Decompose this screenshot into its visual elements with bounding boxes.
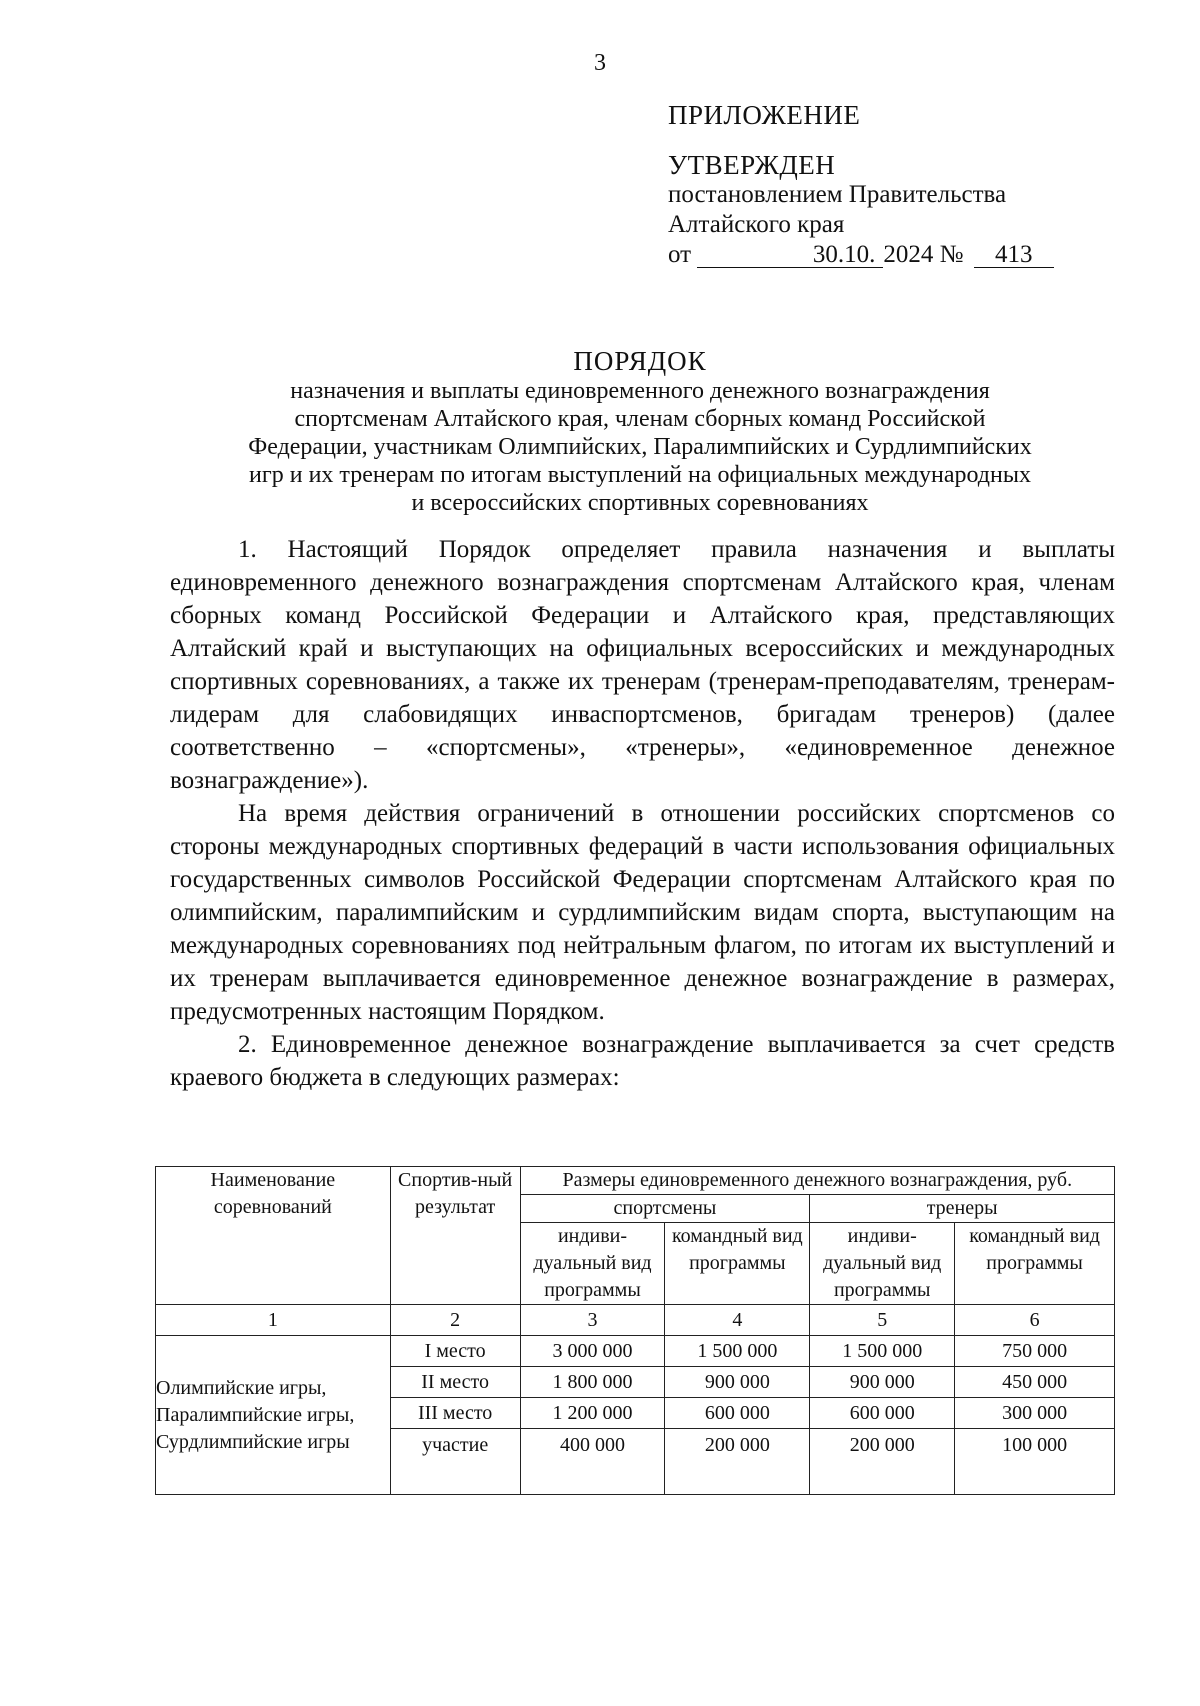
subtitle-line: Федерации, участникам Олимпийских, Паралимпийских и Сурдлимпийских [248, 434, 1032, 460]
coach-individual-amount: 900 000 [810, 1367, 955, 1398]
number-label: № [939, 241, 964, 268]
from-label: от [668, 241, 692, 268]
appendix-label: ПРИЛОЖЕНИЕ [668, 100, 861, 130]
coach-individual-amount: 600 000 [810, 1398, 955, 1429]
column-number: 2 [390, 1305, 520, 1336]
header-coaches: тренеры [810, 1195, 1115, 1223]
rewards-table [155, 1166, 1115, 1495]
athlete-team-amount: 1 500 000 [665, 1336, 810, 1367]
coach-team-amount: 450 000 [955, 1367, 1115, 1398]
place-cell: II место [390, 1367, 520, 1398]
column-number: 1 [156, 1305, 391, 1336]
page-number: 3 [594, 50, 606, 76]
athlete-individual-amount: 3 000 000 [520, 1336, 665, 1367]
header-coaches-team: командный вид программы [955, 1223, 1115, 1305]
header-competition: Наименование соревнований [156, 1167, 391, 1305]
header-athletes-team: командный вид программы [665, 1223, 810, 1305]
header-athletes-individual: индиви-дуальный вид программы [520, 1223, 665, 1305]
competition-name: Олимпийские игры, Паралимпийские игры, Сурдлимпийские игры [156, 1336, 391, 1495]
paragraph-3: 2. Единовременное денежное вознаграждение выплачивается за счет средств краевого бюджета в следующих размерах: [170, 1031, 1115, 1091]
body-text [170, 533, 1115, 1094]
column-number: 3 [520, 1305, 665, 1336]
approval-number: 413 [994, 241, 1033, 268]
coach-individual-amount: 1 500 000 [810, 1336, 955, 1367]
header-coaches-individual: индиви-дуальный вид программы [810, 1223, 955, 1305]
subtitle-line: и всероссийских спортивных соревнованиях [411, 490, 869, 516]
approval-number-field [974, 243, 1054, 268]
coach-team-amount: 300 000 [955, 1398, 1115, 1429]
paragraph-2: На время действия ограничений в отношении российских спортсменов со стороны международных спортивных федераций в части использования официальных государственных символов Российской Федерации спортсменам Алтайского края по олимпийским, паралимпийским и сурдлимпийским видам спорта, выступающим на международных соревнованиях под нейтральным флагом, по итогам их выступлений и их тренерам выплачивается единовременное денежное вознаграждение в размерах, предусмотренных настоящим Порядком. [170, 800, 1115, 1025]
place-cell: I место [390, 1336, 520, 1367]
coach-individual-amount: 200 000 [810, 1429, 955, 1495]
subtitle-line: спортсменам Алтайского края, членам сборных команд Российской [294, 406, 986, 432]
column-number: 4 [665, 1305, 810, 1336]
athlete-team-amount: 600 000 [665, 1398, 810, 1429]
place-cell: III место [390, 1398, 520, 1429]
document-title-block [170, 345, 1110, 517]
athlete-team-amount: 900 000 [665, 1367, 810, 1398]
approved-label: УТВЕРЖДЕН [668, 150, 836, 180]
athlete-individual-amount: 400 000 [520, 1429, 665, 1495]
coach-team-amount: 100 000 [955, 1429, 1115, 1495]
approval-date-line [668, 240, 1108, 270]
header-amounts: Размеры единовременного денежного вознаграждения, руб. [520, 1167, 1114, 1195]
table-row [156, 1336, 1115, 1367]
subtitle-line: назначения и выплаты единовременного денежного вознаграждения [290, 378, 990, 404]
athlete-individual-amount: 1 200 000 [520, 1398, 665, 1429]
header-result: Спортив-ный результат [390, 1167, 520, 1305]
header-athletes: спортсмены [520, 1195, 810, 1223]
athlete-team-amount: 200 000 [665, 1429, 810, 1495]
approval-date-field [697, 243, 883, 268]
document-title: ПОРЯДОК [573, 346, 707, 376]
athlete-individual-amount: 1 800 000 [520, 1367, 665, 1398]
subtitle-line: игр и их тренерам по итогам выступлений на официальных международных [249, 462, 1031, 488]
approval-date: 30.10. [812, 241, 876, 268]
approval-line-2: Алтайского края [668, 211, 845, 238]
approval-year: 2024 [883, 241, 934, 268]
place-cell: участие [390, 1429, 520, 1495]
paragraph-1: 1. Настоящий Порядок определяет правила назначения и выплаты единовременного денежного вознаграждения спортсменам Алтайского края, членам сборных команд Российской Федерации и Алтайского края, представляющих Алтайский край и выступающих на официальных всероссийских и международных спортивных соревнованиях, а также их тренерам (тренерам-преподавателям, тренерам-лидерам для слабовидящих инваспортсменов, бригадам тренеров) (далее соответственно – «спортсмены», «тренеры», «единовременное денежное вознаграждение»). [170, 536, 1115, 794]
column-number: 5 [810, 1305, 955, 1336]
approval-block [668, 100, 1108, 270]
approval-line-1: постановлением Правительства [668, 181, 1007, 208]
coach-team-amount: 750 000 [955, 1336, 1115, 1367]
column-number: 6 [955, 1305, 1115, 1336]
